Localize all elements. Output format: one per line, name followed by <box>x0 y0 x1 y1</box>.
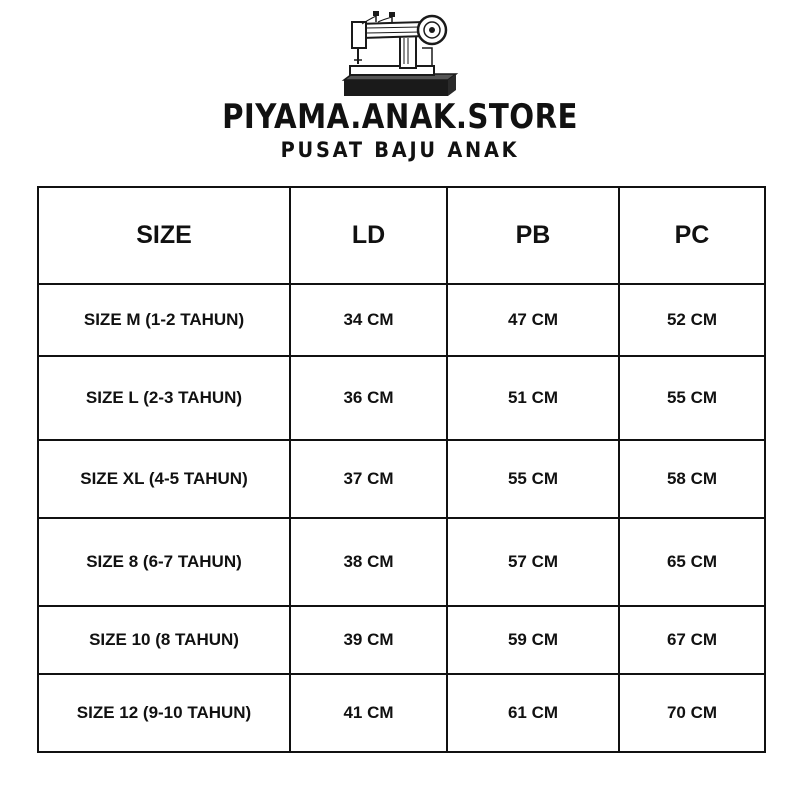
pb-cell: 57 CM <box>447 518 619 606</box>
pc-cell: 52 CM <box>619 284 765 356</box>
ld-cell: 39 CM <box>290 606 447 674</box>
pc-cell: 67 CM <box>619 606 765 674</box>
size-cell: SIZE 12 (9-10 TAHUN) <box>38 674 290 752</box>
table-row <box>38 284 765 356</box>
pc-cell: 65 CM <box>619 518 765 606</box>
header-size: SIZE <box>38 187 290 284</box>
ld-cell: 34 CM <box>290 284 447 356</box>
pb-cell: 55 CM <box>447 440 619 518</box>
header-ld: LD <box>290 187 447 284</box>
pb-cell: 61 CM <box>447 674 619 752</box>
pc-cell: 55 CM <box>619 356 765 440</box>
ld-cell: 36 CM <box>290 356 447 440</box>
table-row <box>38 356 765 440</box>
header-pc: PC <box>619 187 765 284</box>
pc-cell: 58 CM <box>619 440 765 518</box>
size-cell: SIZE L (2-3 TAHUN) <box>38 356 290 440</box>
size-cell: SIZE XL (4-5 TAHUN) <box>38 440 290 518</box>
brand-tagline: PUSAT BAJU ANAK <box>280 138 520 162</box>
ld-cell: 38 CM <box>290 518 447 606</box>
table-header-row <box>38 187 765 284</box>
brand-name: PIYAMA.ANAK.STORE <box>222 97 578 137</box>
pb-cell: 51 CM <box>447 356 619 440</box>
pb-cell: 59 CM <box>447 606 619 674</box>
header-pb: PB <box>447 187 619 284</box>
size-cell: SIZE 10 (8 TAHUN) <box>38 606 290 674</box>
table-row <box>38 606 765 674</box>
size-cell: SIZE M (1-2 TAHUN) <box>38 284 290 356</box>
ld-cell: 37 CM <box>290 440 447 518</box>
size-chart-table <box>37 186 766 753</box>
pc-cell: 70 CM <box>619 674 765 752</box>
ld-cell: 41 CM <box>290 674 447 752</box>
table-row <box>38 518 765 606</box>
pb-cell: 47 CM <box>447 284 619 356</box>
table-row <box>38 674 765 752</box>
table-row <box>38 440 765 518</box>
sewing-machine-icon <box>332 8 468 100</box>
size-cell: SIZE 8 (6-7 TAHUN) <box>38 518 290 606</box>
